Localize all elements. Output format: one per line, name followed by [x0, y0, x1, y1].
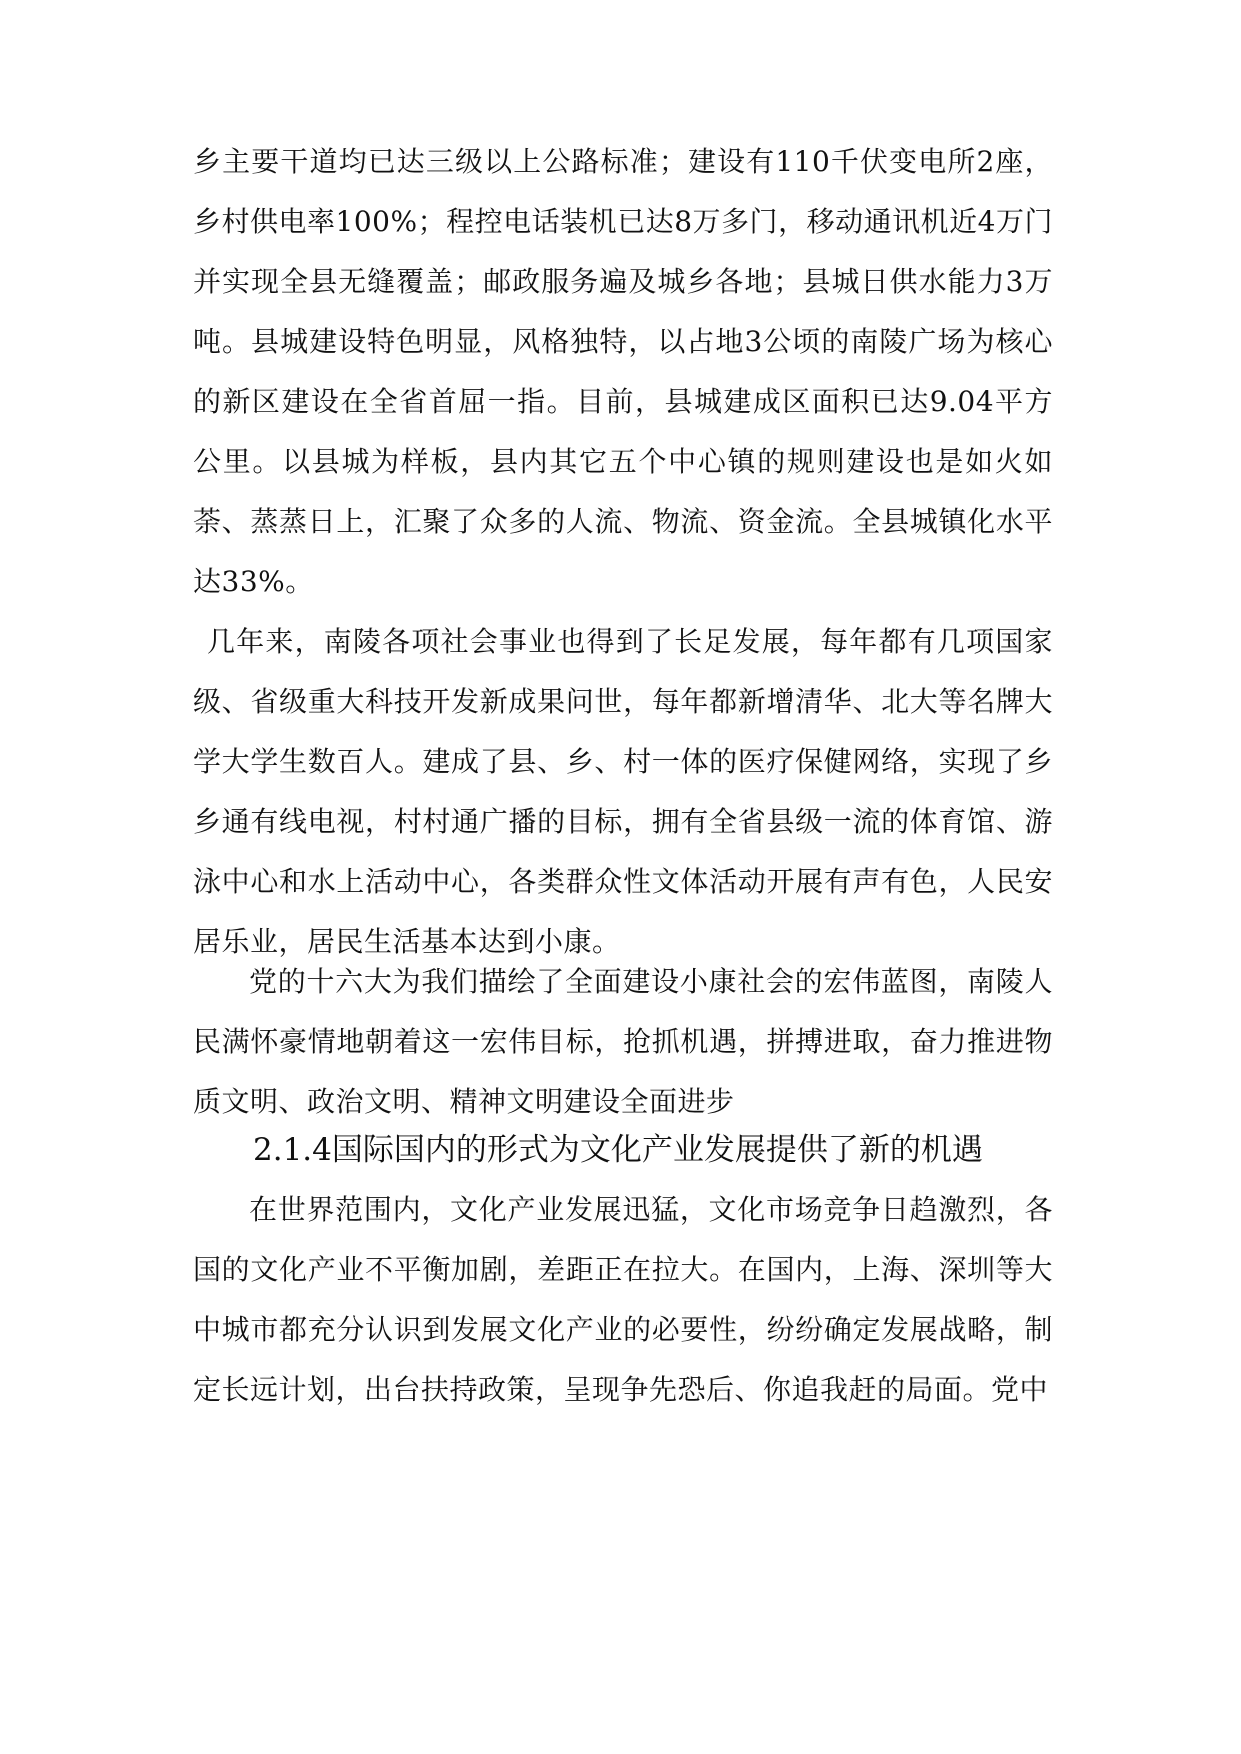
- paragraph-international-situation: 在世界范围内，文化产业发展迅猛，文化市场竞争日趋激烈，各国的文化产业不平衡加剧，差距正在拉大。在国内，上海、深圳等大中城市都充分认识到发展文化产业的必要性，纷纷确定发展战略，制定长远计划，出台扶持政策，呈现争先恐后、你追我赶的局面。党中: [193, 1193, 1053, 1406]
- paragraph-infrastructure: 乡主要干道均已达三级以上公路标准；建设有110千伏变电所2座，乡村供电率100%；程控电话装机已达8万多门，移动通讯机近4万门并实现全县无缝覆盖；邮政服务遍及城乡各地；县城日供水能力3万吨。县城建设特色明显，风格独特，以占地3公顷的南陵广场为核心的新区建设在全省首屈一指。目前，县城建成区面积已达9.04平方公里。以县城为样板，县内其它五个中心镇的规则建设也是如火如荼、蒸蒸日上，汇聚了众多的人流、物流、资金流。全县城镇化水平达33%。: [193, 145, 1053, 598]
- paragraph-sixteenth-congress: 党的十六大为我们描绘了全面建设小康社会的宏伟蓝图，南陵人民满怀豪情地朝着这一宏伟目标，抢抓机遇，拼搏进取，奋力推进物质文明、政治文明、精神文明建设全面进步: [193, 965, 1053, 1118]
- section-heading: 2.1.4国际国内的形式为文化产业发展提供了新的机遇: [253, 1132, 983, 1168]
- paragraph-social-development: 几年来，南陵各项社会事业也得到了长足发展，每年都有几项国家级、省级重大科技开发新成果问世，每年都新增清华、北大等名牌大学大学生数百人。建成了县、乡、村一体的医疗保健网络，实现了乡乡通有线电视，村村通广播的目标，拥有全省县级一流的体育馆、游泳中心和水上活动中心，各类群众性文体活动开展有声有色，人民安居乐业，居民生活基本达到小康。: [193, 625, 1053, 958]
